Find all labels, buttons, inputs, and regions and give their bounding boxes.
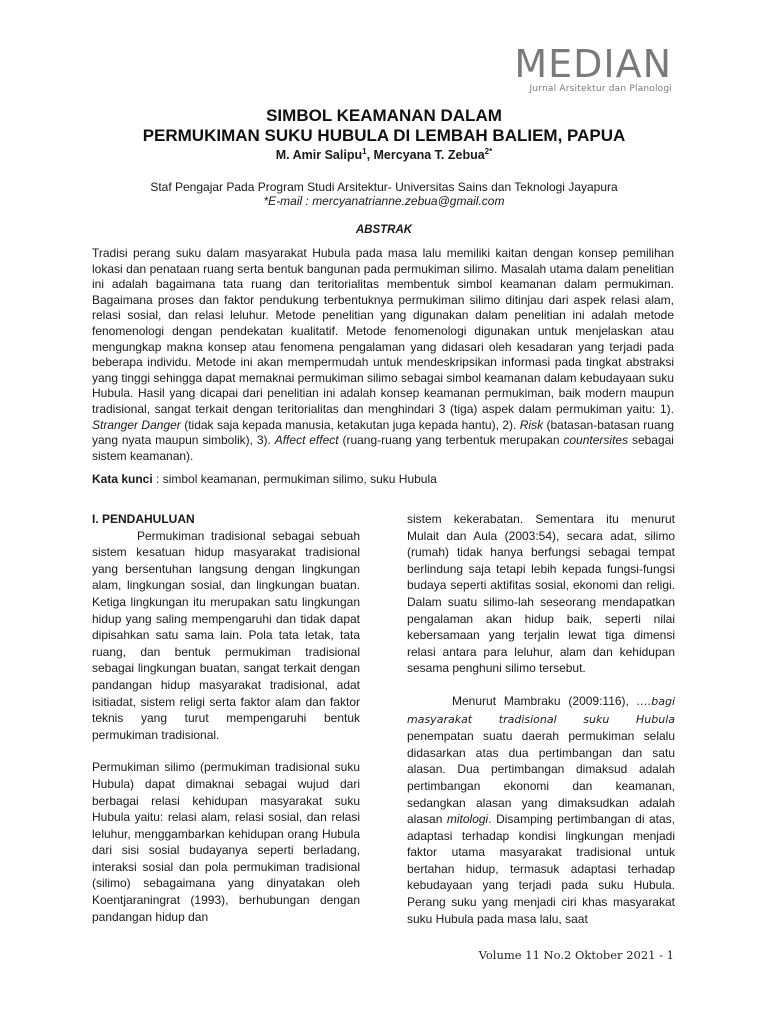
abstract-text: [92, 246, 674, 464]
abstract-term-risk: Risk: [519, 417, 544, 432]
right-column: [407, 511, 675, 927]
right-paragraph-1: sistem kekerabatan. Sementara itu menurut Mulait dan Aula (2003:54), secara adat, silimo (rumah) tidak hanya berfungsi sebagai tempat berlindung saja tetapi lebih kepada fungsi-fungsi budaya seperti aktifitas sosial, ekonomi dan religi. Dalam suatu silimo-lah seseorang mendapatkan pengalaman akan hidup baik, seperti nilai kebersamaan yang terjalin lewat tiga dimensi relasi antara para leluhur, alam dan kehidupan sesama penghuni silimo tersebut.: [407, 512, 675, 676]
author-1-affil: 1: [362, 147, 367, 156]
page-footer: Volume 11 No.2 Oktober 2021 - 1: [478, 948, 674, 962]
right-p2-term-mitologi: mitologi: [446, 812, 489, 827]
journal-name: MEDIAN: [514, 42, 672, 86]
journal-logo: [514, 44, 672, 94]
journal-subtitle: Jurnal Arsitektur dan Planologi: [529, 84, 672, 94]
abstract-part-1: Tradisi perang suku dalam masyarakat Hubula pada masa lalu memiliki kaitan dengan konsep pemilihan lokasi dan penataan ruang serta bentuk bangunan pada permukiman silimo. Masalah utama dalam penelitian ini adalah bagaimana tata ruang dan teritorialitas membentuk simbol keamanan dalam permukiman. Bagaimana proses dan faktor pendukung terbentuknya permukiman silimo ditinjau dari aspek relasi alam, relasi sosial, dan relasi leluhur. Metode penelitian yang digunakan dalam penelitian ini adalah metode fenomenologi dengan pendekatan kualitatif. Metode fenomenologi digunakan untuk menjelaskan atau mengungkap makna konsep atau fenomena pengalaman yang didasari oleh kesadaran yang terjadi pada beberapa individu. Metode ini akan mempermudah untuk mendeskripsikan informasi pada tingkat abstraksi yang tinggi sehingga dapat memaknai permukiman silimo sebagai simbol keamanan dalam kebudayaan suku Hubula. Hasil yang dicapai dari penelitian ini adalah konsep keamanan permukiman, baik modern maupun tradisional, sangat terkait dengan teritorialitas dan menghindari 3 (tiga) aspek dalam permukiman yaitu: 1).: [92, 246, 674, 416]
abstract-part-4: (ruang-ruang yang terbentuk merupakan: [338, 433, 564, 448]
abstract-part-3: (batasan-batasan ruang yang nyata maupun simbolik), 3).: [92, 417, 674, 448]
right-paragraph-2: [407, 693, 675, 927]
title-block: [0, 106, 768, 236]
right-p2-intro: Menurut Mambraku (2009:116),: [452, 693, 629, 708]
affiliation: Staf Pengajar Pada Program Studi Arsitektur- Universitas Sains dan Teknologi Jayapura: [150, 180, 618, 195]
keywords-label: Kata kunci: [92, 472, 153, 486]
keywords: [92, 472, 437, 486]
author-separator: ,: [366, 148, 374, 163]
email: *E-mail : mercyanatrianne.zebua@gmail.com: [263, 194, 505, 209]
abstract-term-affect-effect: Affect effect: [274, 433, 339, 448]
right-p2-part-2: . Disamping pertimbangan di atas, adaptasi terhadap kondisi lingkungan menjadi faktor utama masyarakat tradisional untuk bertahan hidup, termasuk adaptasi terhadap kebudayaan yang terjadi pada suku Hubula. Perang suku yang menjadi ciri khas masyarakat suku Hubula pada masa lalu, saat: [407, 812, 675, 926]
left-paragraph-1: Permukiman tradisional sebagai sebuah sistem kesatuan hidup masyarakat tradisional yang bersentuhan langsung dengan lingkungan alam, lingkungan sosial, dan lingkungan buatan. Ketiga lingkungan itu merupakan satu lingkungan hidup yang saling mempengaruhi dan tidak dapat dipisahkan satu sama lain. Pola tata letak, tata ruang, dan bentuk permukiman tradisional sebagai lingkungan buatan, sangat terkait dengan pandangan hidup masyarakat tradisional, adat isitiadat, sistem religi serta faktor alam dan faktor teknis yang turut mempengaruhi bentuk permukiman tradisional.: [92, 528, 360, 742]
left-column: [92, 511, 360, 925]
right-p2-part-1: penempatan suatu daerah permukiman selalu didasarkan atas dua pertimbangan dan satu alasan. Dua pertimbangan dimaksud adalah pertimbangan ekonomi dan keamanan, sedangkan alasan yang dimaksudkan adalah alasan: [407, 729, 675, 827]
abstract-part-2: (tidak saja kepada manusia, ketakutan juga kepada hantu), 2).: [180, 417, 520, 432]
section-heading: I. PENDAHULUAN: [92, 512, 195, 526]
authors: [0, 147, 768, 162]
abstract-term-countersites: countersites: [563, 433, 629, 448]
paper-title-line-2: PERMUKIMAN SUKU HUBULA DI LEMBAH BALIEM, PAPUA: [142, 126, 626, 145]
left-paragraph-2: Permukiman silimo (permukiman tradisional suku Hubula) dapat dimaknai sebagai wujud dari berbagai relasi kehidupan masyarakat suku Hubula yaitu: relasi alam, relasi sosial, dan relasi leluhur, menggambarkan kehidupan orang Hubula dari sisi sosial budayanya seperti berladang, interaksi sosial dan pola permukiman tradisional (silimo) sebagaimana yang dinyatakan oleh Koentjaraningrat (1993), berhubungan dengan pandangan hidup dan: [92, 760, 360, 924]
abstract-part-5: sebagai sistem keamanan).: [92, 433, 674, 463]
abstract-heading: ABSTRAK: [355, 224, 413, 237]
abstract-term-stranger-danger: Stranger Danger: [92, 417, 181, 432]
author-2: Mercyana T. Zebua: [373, 148, 485, 163]
author-2-affil: 2*: [484, 147, 493, 156]
paper-title-line-1: SIMBOL KEAMANAN DALAM: [266, 106, 502, 125]
author-1: M. Amir Salipu: [275, 148, 363, 163]
right-p2-quote: ….bagi masyarakat tradisional suku Hubula: [407, 694, 676, 726]
keywords-text: : simbol keamanan, permukiman silimo, suku Hubula: [152, 472, 437, 486]
